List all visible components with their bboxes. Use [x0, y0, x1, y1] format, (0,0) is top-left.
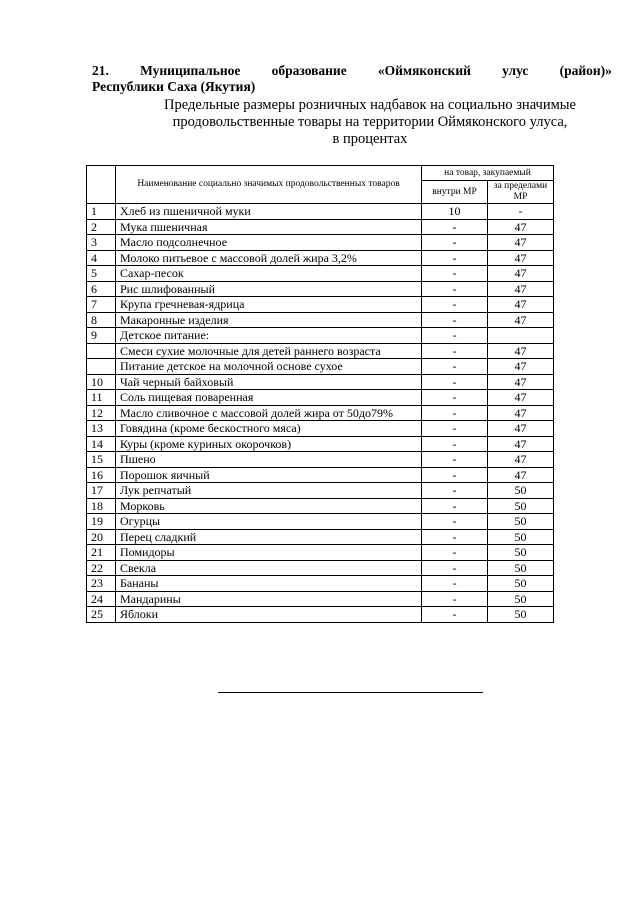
row-product-name: Перец сладкий: [116, 529, 422, 545]
subtitle-line: в процентах: [332, 131, 408, 147]
row-number: 25: [87, 607, 116, 623]
row-inside-value: -: [422, 529, 488, 545]
row-product-name: Масло подсолнечное: [116, 235, 422, 251]
row-number: 5: [87, 266, 116, 282]
row-outside-value: 47: [488, 452, 554, 468]
row-inside-value: -: [422, 405, 488, 421]
row-product-name: Хлеб из пшеничной муки: [116, 204, 422, 220]
table-row: [87, 591, 554, 607]
row-number: 19: [87, 514, 116, 530]
row-product-name: Бананы: [116, 576, 422, 592]
row-outside-value: -: [488, 204, 554, 220]
row-product-name: Мука пшеничная: [116, 219, 422, 235]
row-inside-value: -: [422, 421, 488, 437]
row-product-name: Морковь: [116, 498, 422, 514]
row-inside-value: -: [422, 545, 488, 561]
table-row: [87, 235, 554, 251]
row-outside-value: 50: [488, 529, 554, 545]
heading-word: Муниципальное: [140, 63, 241, 78]
table-row: [87, 405, 554, 421]
row-number: 4: [87, 250, 116, 266]
row-outside-value: 50: [488, 607, 554, 623]
row-outside-value: 47: [488, 421, 554, 437]
row-product-name: Сахар-песок: [116, 266, 422, 282]
header-product-name: Наименование социально значимых продовольственных товаров: [116, 166, 422, 204]
row-inside-value: -: [422, 483, 488, 499]
row-product-name: Куры (кроме куриных окорочков): [116, 436, 422, 452]
row-product-name: Масло сливочное с массовой долей жира от 50до79%: [116, 405, 422, 421]
row-outside-value: 50: [488, 545, 554, 561]
row-product-name: Мандарины: [116, 591, 422, 607]
table-row: [87, 297, 554, 313]
table-row: [87, 467, 554, 483]
row-outside-value: 50: [488, 514, 554, 530]
row-inside-value: -: [422, 281, 488, 297]
row-product-name: Говядина (кроме бескостного мяса): [116, 421, 422, 437]
row-inside-value: -: [422, 576, 488, 592]
row-number: 7: [87, 297, 116, 313]
row-number: 10: [87, 374, 116, 390]
row-inside-value: -: [422, 514, 488, 530]
table-row: [87, 514, 554, 530]
row-product-name: Питание детское на молочной основе сухое: [116, 359, 422, 375]
row-inside-value: -: [422, 219, 488, 235]
row-number: 18: [87, 498, 116, 514]
row-outside-value: 50: [488, 483, 554, 499]
row-outside-value: 47: [488, 390, 554, 406]
heading-number: 21.: [92, 63, 109, 78]
row-inside-value: -: [422, 266, 488, 282]
header-outside-mr: за пределами МР: [488, 181, 554, 204]
heading-word: улус: [502, 63, 529, 78]
row-outside-value: 50: [488, 498, 554, 514]
heading-word: «Оймяконский: [377, 63, 471, 78]
row-product-name: Яблоки: [116, 607, 422, 623]
row-outside-value: 47: [488, 297, 554, 313]
row-product-name: Макаронные изделия: [116, 312, 422, 328]
row-number: 3: [87, 235, 116, 251]
row-product-name: Рис шлифованный: [116, 281, 422, 297]
row-number: 2: [87, 219, 116, 235]
table-row: [87, 545, 554, 561]
row-outside-value: 50: [488, 576, 554, 592]
row-inside-value: -: [422, 467, 488, 483]
table-row: [87, 576, 554, 592]
row-inside-value: 10: [422, 204, 488, 220]
row-inside-value: -: [422, 374, 488, 390]
row-number: 24: [87, 591, 116, 607]
row-outside-value: 47: [488, 405, 554, 421]
subtitle-line: продовольственные товары на территории Оймяконского улуса,: [172, 114, 568, 130]
row-number: 12: [87, 405, 116, 421]
row-outside-value: 47: [488, 436, 554, 452]
table-row: [87, 436, 554, 452]
table-row: [87, 529, 554, 545]
table-row: [87, 374, 554, 390]
row-inside-value: -: [422, 607, 488, 623]
row-number: 11: [87, 390, 116, 406]
row-outside-value: 47: [488, 250, 554, 266]
table-row: [87, 421, 554, 437]
row-inside-value: -: [422, 343, 488, 359]
header-inside-mr: внутри МР: [422, 181, 488, 204]
table-row: [87, 328, 554, 344]
table-row: [87, 312, 554, 328]
table-row: [87, 250, 554, 266]
table-row: [87, 452, 554, 468]
row-number: 9: [87, 328, 116, 344]
header-number-cell: [87, 166, 116, 204]
subtitle-line: Предельные размеры розничных надбавок на социально значимые: [164, 97, 576, 113]
row-product-name: Соль пищевая поваренная: [116, 390, 422, 406]
row-outside-value: 47: [488, 467, 554, 483]
table-row: [87, 281, 554, 297]
heading-word: образование: [271, 63, 347, 78]
row-outside-value: 47: [488, 281, 554, 297]
row-product-name: Детское питание:: [116, 328, 422, 344]
table-row: [87, 359, 554, 375]
row-number: 14: [87, 436, 116, 452]
row-number: 6: [87, 281, 116, 297]
row-number: [87, 343, 116, 359]
signature-line: [218, 692, 483, 693]
table-row: [87, 219, 554, 235]
row-outside-value: 47: [488, 359, 554, 375]
row-number: 23: [87, 576, 116, 592]
row-inside-value: -: [422, 359, 488, 375]
table-row: [87, 343, 554, 359]
row-number: 1: [87, 204, 116, 220]
table-row: [87, 607, 554, 623]
row-inside-value: -: [422, 560, 488, 576]
table-body: [87, 204, 554, 623]
row-inside-value: -: [422, 250, 488, 266]
row-outside-value: 47: [488, 374, 554, 390]
row-number: 15: [87, 452, 116, 468]
table-row: [87, 390, 554, 406]
row-product-name: Смеси сухие молочные для детей раннего возраста: [116, 343, 422, 359]
row-product-name: Крупа гречневая-ядрица: [116, 297, 422, 313]
markup-table: [86, 165, 554, 623]
document-heading: [92, 63, 612, 95]
row-product-name: Чай черный байховый: [116, 374, 422, 390]
heading-line-2: Республики Саха (Якутия): [92, 79, 256, 94]
document-subtitle: [130, 97, 610, 148]
table-row: [87, 204, 554, 220]
table-row: [87, 498, 554, 514]
row-number: 8: [87, 312, 116, 328]
row-inside-value: -: [422, 235, 488, 251]
row-inside-value: -: [422, 328, 488, 344]
row-number: [87, 359, 116, 375]
row-outside-value: 47: [488, 312, 554, 328]
row-number: 13: [87, 421, 116, 437]
table-row: [87, 560, 554, 576]
header-purchase-group: на товар, закупаемый: [422, 166, 554, 181]
row-outside-value: 47: [488, 219, 554, 235]
row-outside-value: 47: [488, 235, 554, 251]
row-outside-value: [488, 328, 554, 344]
heading-word: (район)»: [559, 63, 612, 78]
row-product-name: Помидоры: [116, 545, 422, 561]
row-product-name: Пшено: [116, 452, 422, 468]
row-product-name: Порошок яичный: [116, 467, 422, 483]
row-number: 21: [87, 545, 116, 561]
row-inside-value: -: [422, 390, 488, 406]
row-inside-value: -: [422, 498, 488, 514]
row-product-name: Лук репчатый: [116, 483, 422, 499]
row-inside-value: -: [422, 591, 488, 607]
row-inside-value: -: [422, 312, 488, 328]
row-inside-value: -: [422, 297, 488, 313]
row-inside-value: -: [422, 452, 488, 468]
row-outside-value: 47: [488, 343, 554, 359]
table-row: [87, 483, 554, 499]
row-inside-value: -: [422, 436, 488, 452]
table-row: [87, 266, 554, 282]
row-product-name: Молоко питьевое с массовой долей жира 3,2%: [116, 250, 422, 266]
row-product-name: Свекла: [116, 560, 422, 576]
row-product-name: Огурцы: [116, 514, 422, 530]
row-number: 17: [87, 483, 116, 499]
row-outside-value: 50: [488, 591, 554, 607]
row-number: 22: [87, 560, 116, 576]
row-number: 16: [87, 467, 116, 483]
row-outside-value: 47: [488, 266, 554, 282]
heading-line-1: [92, 63, 612, 79]
row-number: 20: [87, 529, 116, 545]
row-outside-value: 50: [488, 560, 554, 576]
